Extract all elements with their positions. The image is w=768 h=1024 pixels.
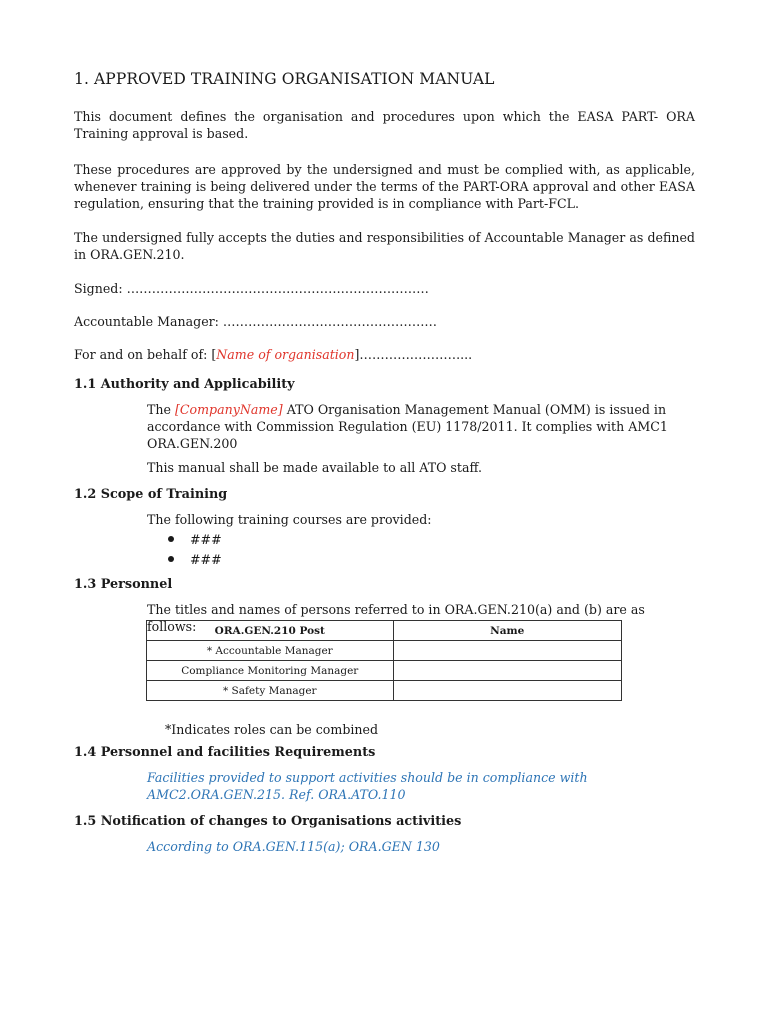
list-item-text: ### bbox=[190, 552, 222, 567]
table-row bbox=[147, 641, 622, 661]
bullet-icon bbox=[168, 536, 174, 542]
section-1-5-heading: 1.5 Notification of changes to Organisations activities bbox=[74, 814, 462, 829]
section-1-1-text-2: This manual shall be made available to all ATO staff. bbox=[147, 460, 482, 475]
intro-paragraph-3: The undersigned fully accepts the duties and responsibilities of Accountable Manager as defined in ORA.GEN.210. bbox=[74, 230, 695, 262]
section-1-3-text: The titles and names of persons referred to in ORA.GEN.210(a) and (b) are as follows: bbox=[147, 602, 645, 634]
table-cell-name bbox=[393, 661, 621, 681]
table-header-row bbox=[147, 621, 622, 641]
table-row bbox=[147, 681, 622, 701]
section-1-4-heading: 1.4 Personnel and facilities Requirements bbox=[74, 745, 376, 760]
on-behalf-line bbox=[74, 347, 472, 362]
on-behalf-suffix: ]……………………... bbox=[354, 347, 473, 362]
organisation-name-placeholder: Name of organisation bbox=[216, 347, 355, 362]
section-1-2-heading: 1.2 Scope of Training bbox=[74, 487, 228, 502]
list-item-text: ### bbox=[190, 532, 222, 547]
list-item bbox=[168, 552, 222, 567]
roles-combined-note: *Indicates roles can be combined bbox=[165, 722, 379, 737]
section-1-3-heading: 1.3 Personnel bbox=[74, 577, 173, 592]
section-1-4-guidance: Facilities provided to support activities should be in compliance with AMC2.ORA.GEN.215. Ref. ORA.ATO.110 bbox=[147, 770, 588, 802]
section-1-1-text-post: ATO Organisation Management Manual (OMM) is issued in accordance with Commission Regulation (EU) 1178/2011. It complies with AMC1 ORA.GEN.200 bbox=[147, 402, 668, 451]
column-header-name: Name bbox=[393, 621, 621, 641]
intro-paragraph-2: These procedures are approved by the undersigned and must be complied with, as applicable, whenever training is being delivered under the terms of the PART-ORA approval and other EASA regulation, ensuring that the training provided is in compliance with Part-FCL. bbox=[74, 162, 695, 211]
company-name-placeholder: [CompanyName] bbox=[174, 402, 283, 417]
intro-paragraph-1: This document defines the organisation and procedures upon which the EASA PART- ORA Training approval is based. bbox=[74, 109, 695, 141]
table-cell-post: * Safety Manager bbox=[147, 681, 394, 701]
table-cell-name bbox=[393, 681, 621, 701]
table-cell-post: Compliance Monitoring Manager bbox=[147, 661, 394, 681]
signed-line: Signed: ……………………………………………………………… bbox=[74, 281, 429, 296]
bullet-icon bbox=[168, 556, 174, 562]
page-title: 1. APPROVED TRAINING ORGANISATION MANUAL bbox=[74, 70, 495, 88]
accountable-manager-line: Accountable Manager: …………………………………………… bbox=[74, 314, 438, 329]
on-behalf-prefix: For and on behalf of: [ bbox=[74, 347, 217, 362]
section-1-5-guidance: According to ORA.GEN.115(a); ORA.GEN 130 bbox=[147, 839, 440, 854]
table-cell-post: * Accountable Manager bbox=[147, 641, 394, 661]
table-cell-name bbox=[393, 641, 621, 661]
table-row bbox=[147, 661, 622, 681]
section-1-1-heading: 1.1 Authority and Applicability bbox=[74, 377, 295, 392]
list-item bbox=[168, 532, 222, 547]
section-1-1-text bbox=[147, 401, 695, 452]
personnel-table bbox=[146, 620, 622, 701]
column-header-post: ORA.GEN.210 Post bbox=[147, 621, 394, 641]
section-1-2-text: The following training courses are provided: bbox=[147, 512, 432, 527]
section-1-1-text-pre: The bbox=[147, 402, 175, 417]
